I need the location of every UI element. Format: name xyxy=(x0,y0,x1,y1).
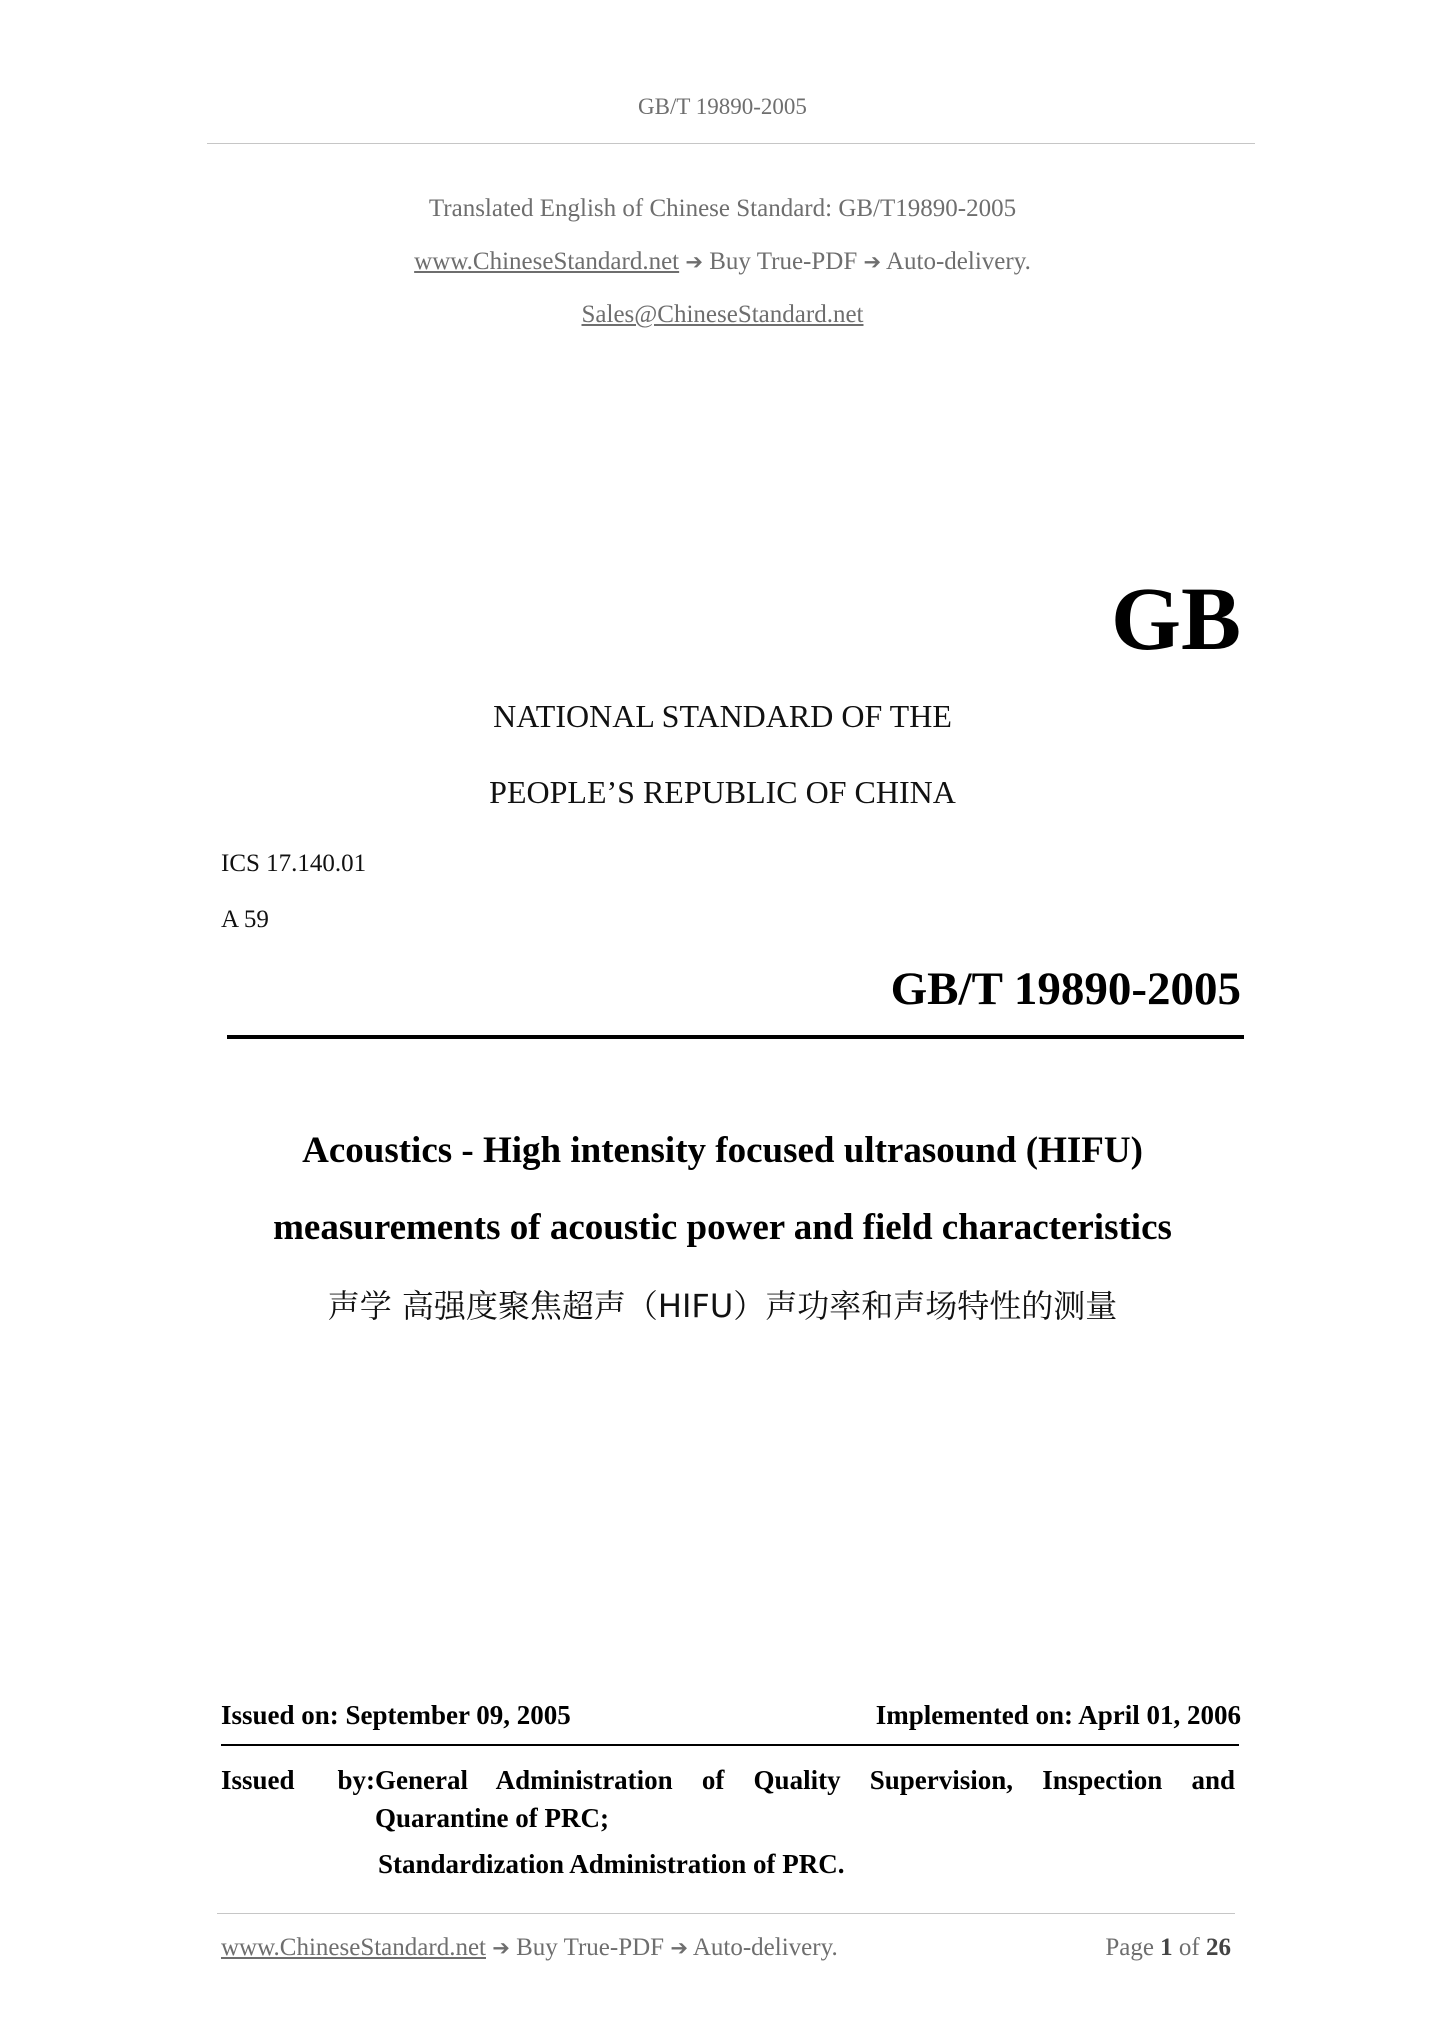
issuer-1-line-1: General Administration of Quality Supervision, Inspection and xyxy=(375,1765,1235,1795)
issued-on-date: Issued on: September 09, 2005 xyxy=(221,1700,571,1730)
website-link[interactable]: www.ChineseStandard.net xyxy=(414,248,680,275)
english-title-line-2: measurements of acoustic power and field characteristics xyxy=(273,1207,1172,1248)
header-divider xyxy=(207,143,1255,144)
issuer-1-line-2: Quarantine of PRC; xyxy=(375,1803,609,1833)
current-page: 1 xyxy=(1160,1934,1173,1961)
issuer-2: Standardization Administration of PRC. xyxy=(378,1849,845,1879)
purchase-line xyxy=(0,248,1445,276)
email-link[interactable]: Sales@ChineseStandard.net xyxy=(581,301,864,328)
english-title-line-1: Acoustics - High intensity focused ultrasound (HIFU) xyxy=(302,1130,1143,1171)
email-line xyxy=(0,301,1445,329)
auto-delivery-text: Auto-delivery. xyxy=(885,248,1031,275)
arrow-right-icon: ➔ xyxy=(863,250,882,274)
footer-delivery-text: Auto-delivery. xyxy=(692,1934,838,1961)
national-standard-line-2: PEOPLE’S REPUBLIC OF CHINA xyxy=(489,774,956,810)
total-pages: 26 xyxy=(1206,1934,1231,1961)
translation-notice: Translated English of Chinese Standard: GB/T19890-2005 xyxy=(428,195,1017,222)
implemented-on-date: Implemented on: April 01, 2006 xyxy=(875,1700,1241,1730)
dates-rule xyxy=(221,1744,1239,1746)
page-number xyxy=(1105,1934,1231,1962)
arrow-right-icon: ➔ xyxy=(685,250,703,274)
footer-purchase-line xyxy=(221,1934,838,1962)
chinese-title: 声学 高强度聚焦超声（HIFU）声功率和声场特性的测量 xyxy=(327,1287,1118,1325)
buy-true-pdf-text: Buy True-PDF xyxy=(709,248,858,275)
national-standard-line-1: NATIONAL STANDARD OF THE xyxy=(493,698,952,734)
arrow-right-icon: ➔ xyxy=(492,1936,510,1960)
gb-mark: GB xyxy=(1110,570,1241,669)
page-of-label: of xyxy=(1178,1934,1200,1961)
arrow-right-icon: ➔ xyxy=(670,1936,688,1960)
ics-code: ICS 17.140.01 xyxy=(221,850,367,877)
page-label: Page xyxy=(1105,1934,1154,1961)
standard-number-rule xyxy=(227,1035,1244,1039)
standard-number: GB/T 19890-2005 xyxy=(890,963,1241,1015)
issued-by-label: Issued by: xyxy=(221,1765,375,1795)
footer-divider xyxy=(217,1913,1235,1914)
running-header: GB/T 19890-2005 xyxy=(638,94,807,119)
footer-buy-text: Buy True-PDF xyxy=(516,1934,665,1961)
classification-code: A 59 xyxy=(221,906,269,933)
footer-website-link[interactable]: www.ChineseStandard.net xyxy=(221,1934,486,1961)
issued-by-block xyxy=(221,1761,1241,1883)
